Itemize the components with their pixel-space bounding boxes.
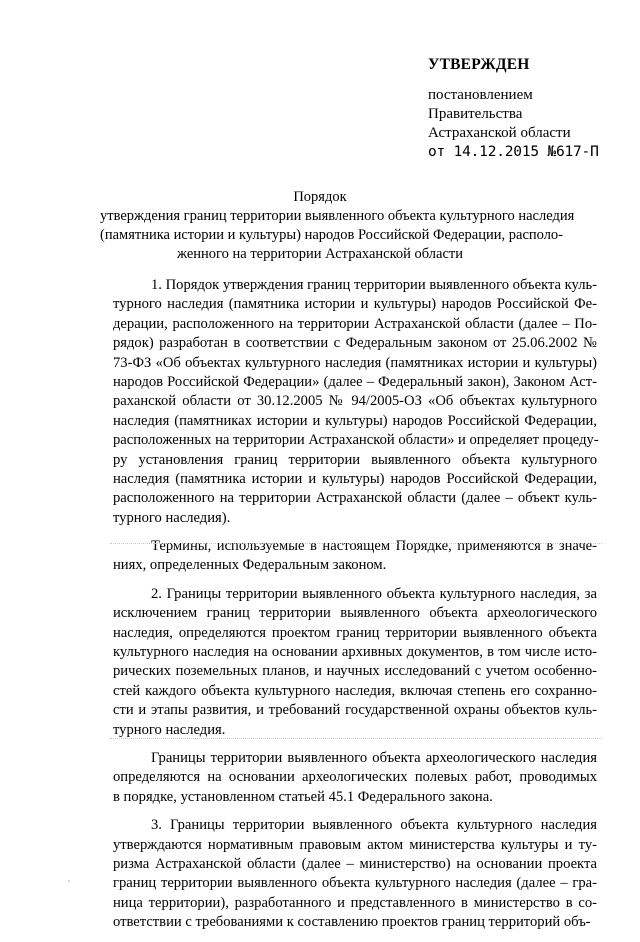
paragraph-line: определяются на основании археологических полевых работ, проводимых	[113, 769, 597, 786]
paragraph-line: раханской области от 30.12.2005 № 94/2005-ОЗ «Об объектах культурного	[113, 393, 597, 410]
approval-region-line: Астраханской области	[428, 125, 571, 141]
paragraph-line: турного наследия).	[113, 509, 231, 526]
paragraph-line: ниях, определенных Федеральным законом.	[113, 557, 387, 574]
paragraph	[113, 749, 597, 807]
paragraph-line: сти и этапы развития, и требований государственной охраны объектов куль-	[113, 702, 597, 719]
document-body	[113, 276, 597, 942]
paragraph-line: исключением границ территории выявленного объекта археологического	[113, 605, 597, 622]
paragraph-line: наследия (памятниках истории и культуры) народов Российской Федерации,	[113, 412, 597, 429]
paragraph-line: утверждаются нормативным правовым актом министерства культуры и ту-	[113, 836, 597, 853]
approval-resolution-line: постановлением	[428, 87, 533, 103]
approved-label: УТВЕРЖДЕН	[428, 56, 530, 73]
approval-date-number-stamp: от 14.12.2015 №617-П	[428, 144, 599, 160]
paragraph-line: 73-ФЗ «Об объектах культурного наследия (памятниках истории и культуры)	[113, 354, 597, 371]
paragraph-line: 3. Границы территории выявленного объекта культурного наследия	[151, 817, 597, 834]
paragraph-line: дерации, расположенного на территории Астраханской области (далее – По-	[113, 315, 597, 332]
document-subtitle-line-1: утверждения границ территории выявленного объекта культурного наследия	[100, 208, 575, 224]
paragraph-line: 2. Границы территории выявленного объекта культурного наследия, за	[151, 585, 597, 602]
paragraph-line: рядок) разработан в соответствии с Федеральным законом от 25.06.2002 №	[113, 335, 597, 352]
paragraph-line: ответствии с требованиями к составлению проектов границ территорий объ-	[113, 914, 591, 931]
paragraph-line: Границы территории выявленного объекта археологического наследия	[151, 749, 597, 766]
paragraph-line: ризма Астраханской области (далее – министерство) на основании проекта	[113, 855, 597, 872]
paragraph-line: наследия, определяются проектом границ территории выявленного объекта	[113, 624, 597, 641]
paragraph-line: турного наследия.	[113, 721, 226, 738]
paragraph-line: культурного наследия на основании архивных документов, в том числе исто-	[113, 644, 597, 661]
scan-divider	[110, 543, 602, 544]
paragraph-line: расположенных на территории Астраханской области» и определяет процеду-	[113, 432, 599, 449]
document-subtitle-line-2: (памятника истории и культуры) народов Российской Федерации, располо-	[100, 227, 564, 243]
paragraph-line: ница территории), разработанного и представленного в министерство в со-	[113, 894, 597, 911]
paragraph-line: ру установления границ территории выявленного объекта культурного	[113, 451, 597, 468]
paragraph	[113, 816, 597, 932]
paragraph-line: наследия (памятника истории и культуры) народов Российской Федерации,	[113, 470, 597, 487]
document-subtitle-line-3: женного на территории Астраханской области	[177, 246, 463, 262]
document-heading	[100, 188, 575, 264]
paragraph-line: границ территории выявленного объекта культурного наследия (далее – гра-	[113, 875, 597, 892]
paragraph-line: Термины, используемые в настоящем Порядке, применяются в значе-	[151, 538, 597, 555]
paragraph-line: народов Российской Федерации» (далее – Федеральный закон), Законом Аст-	[113, 373, 597, 390]
scan-divider	[110, 738, 602, 739]
scan-dot	[68, 880, 70, 882]
approval-block	[428, 55, 628, 162]
paragraph-line: расположенного на территории Астраханской области (далее – объект куль-	[113, 490, 597, 507]
paragraph-line: турного наследия (памятника истории и культуры) народов Российской Фе-	[113, 296, 597, 313]
paragraph-line: 1. Порядок утверждения границ территории выявленного объекта куль-	[151, 277, 597, 293]
document-title: Порядок	[293, 189, 347, 205]
paragraph-line: в порядке, установленном статьей 45.1 Федерального закона.	[113, 788, 493, 805]
approval-government-line: Правительства	[428, 106, 523, 122]
paragraph	[113, 585, 597, 740]
paragraph-line: рических поземельных планов, и научных исследований с учетом особенно-	[113, 663, 597, 680]
paragraph-line: стей каждого объекта культурного наследия, включая степень его сохранно-	[113, 682, 597, 699]
paragraph	[113, 276, 597, 528]
